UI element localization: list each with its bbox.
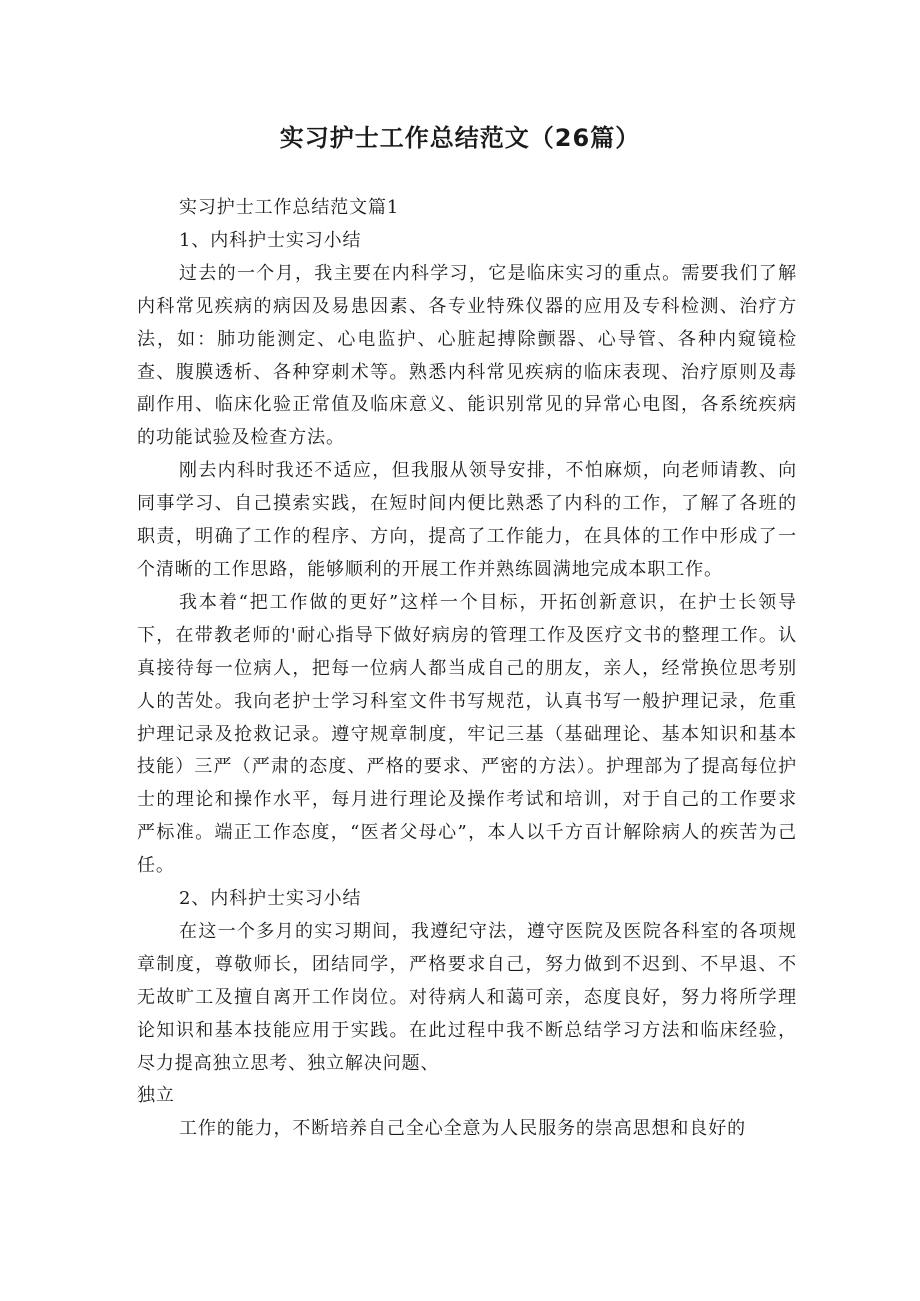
document-title: 实习护士工作总结范文（26篇）	[279, 124, 641, 152]
subheading-1: 1、内科护士实习小结	[179, 229, 362, 251]
paragraph-5: 工作的能力，不断培养自己全心全意为人民服务的崇高思想和良好的	[179, 1118, 746, 1140]
subheading-2: 2、内科护士实习小结	[179, 888, 362, 910]
paragraph-4: 在这一个多月的实习期间，我遵纪守法，遵守医院及医院各科室的各项规章制度，尊敬师长，团结同学，严格要求自己，努力做到不迟到、不早退、不无故旷工及擅自离开工作岗位。对待病人和蔼可亲，态度良好，努力将所学理论知识和基本技能应用于实践。在此过程中我不断总结学习方法和临床经验，尽力提高独立思考、独立解决问题、	[137, 920, 797, 1074]
section-heading: 实习护士工作总结范文篇1	[179, 197, 400, 218]
text-fragment: 独立	[137, 1085, 175, 1107]
paragraph-1: 过去的一个月，我主要在内科学习，它是临床实习的重点。需要我们了解内科常见疾病的病因及易患因素、各专业特殊仪器的应用及专科检测、治疗方法，如：肺功能测定、心电监护、心脏起搏除颤器、心导管、各种内窥镜检查、腹膜透析、各种穿刺术等。熟悉内科常见疾病的临床表现、治疗原则及毒副作用、临床化验正常值及临床意义、能识别常见的异常心电图，各系统疾病的功能试验及检查方法。	[137, 262, 797, 449]
paragraph-2: 刚去内科时我还不适应，但我服从领导安排，不怕麻烦，向老师请教、向同事学习、自己摸索实践，在短时间内便比熟悉了内科的工作，了解了各班的职责，明确了工作的程序、方向，提高了工作能力，在具体的工作中形成了一个清晰的工作思路，能够顺利的开展工作并熟练圆满地完成本职工作。	[137, 460, 797, 580]
document-body	[137, 192, 797, 1146]
paragraph-3: 我本着“把工作做的更好”这样一个目标，开拓创新意识，在护士长领导下，在带教老师的'耐心指导下做好病房的管理工作及医疗文书的整理工作。认真接待每一位病人，把每一位病人都当成自己的朋友，亲人，经常换位思考别人的苦处。我向老护士学习科室文件书写规范，认真书写一般护理记录，危重护理记录及抢救记录。遵守规章制度，牢记三基（基础理论、基本知识和基本技能）三严（严肃的态度、严格的要求、严密的方法）。护理部为了提高每位护士的理论和操作水平，每月进行理论及操作考试和培训，对于自己的工作要求严标准。端正工作态度，“医者父母心”，本人以千方百计解除病人的疾苦为己任。	[137, 591, 797, 877]
